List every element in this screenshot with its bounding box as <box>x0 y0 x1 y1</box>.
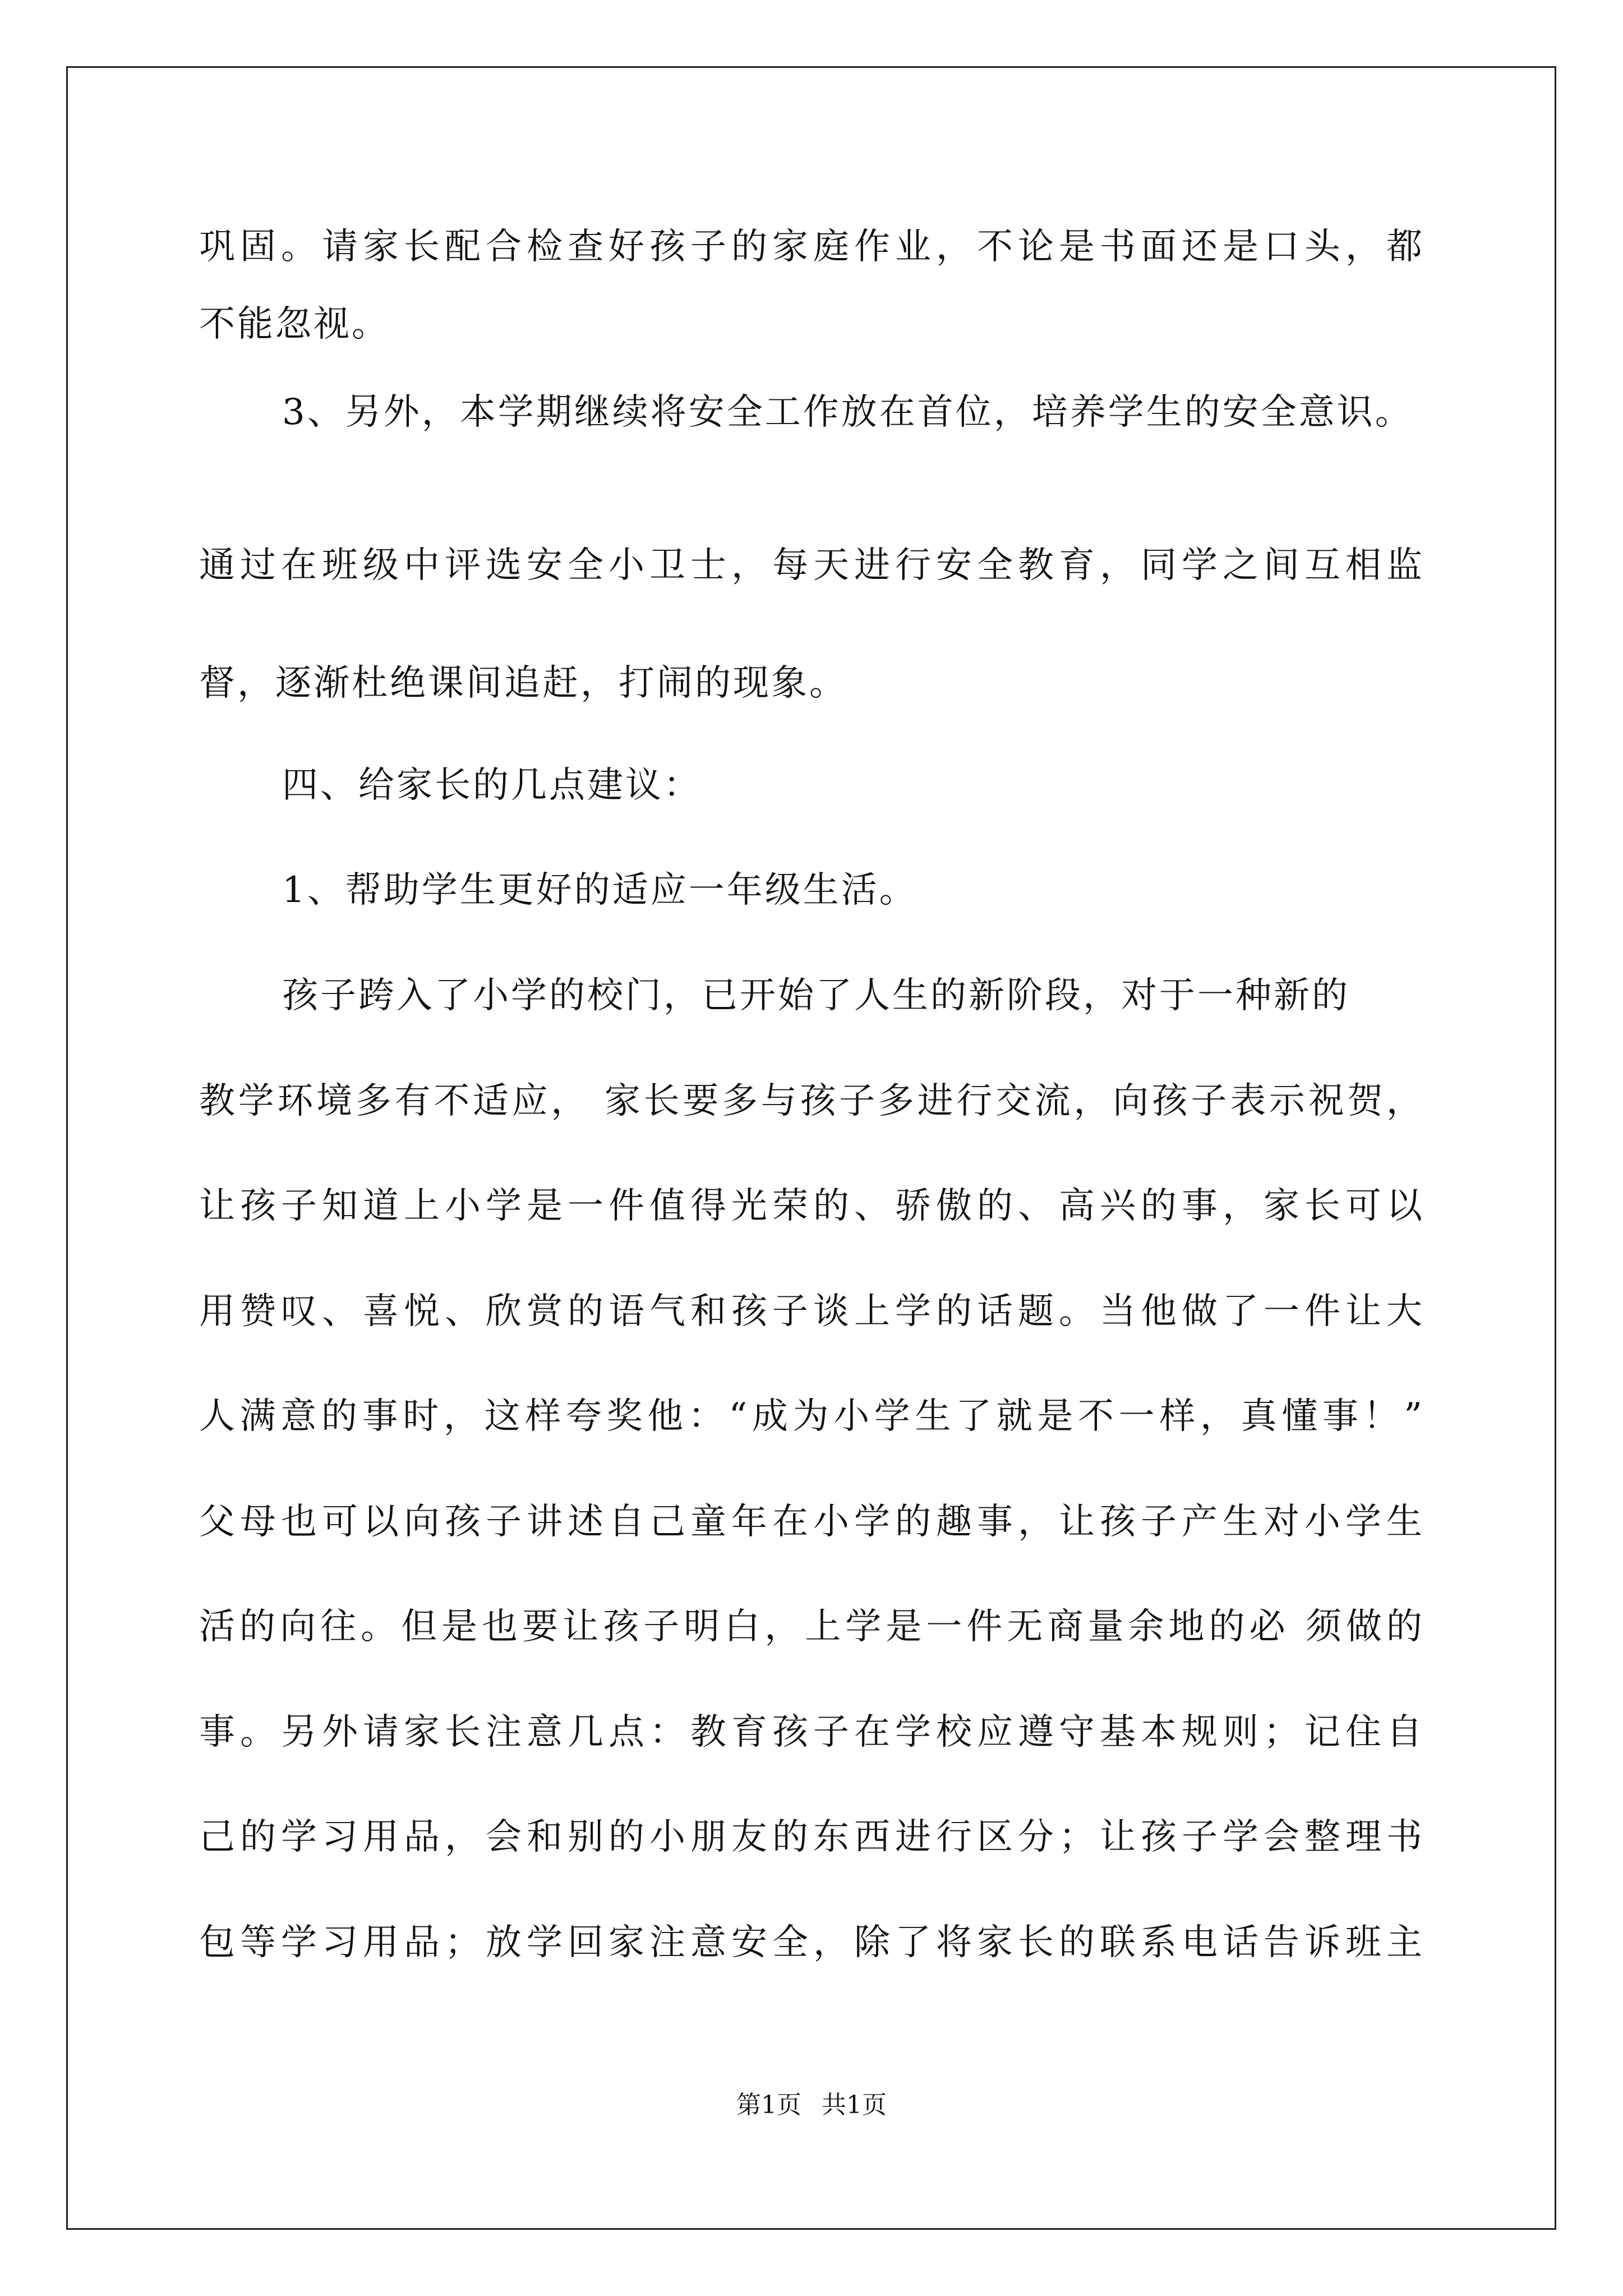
page-number: 第1页 <box>736 2091 801 2119</box>
text-line: 3、另外，本学期继续将安全工作放在首位，培养学生的安全意识。 <box>282 392 1413 433</box>
text-line: 孩子跨入了小学的校门，已开始了人生的新阶段，对于一种新的 <box>282 975 1350 1016</box>
text-line: 巩固。请家长配合检查好孩子的家庭作业，不论是书面还是口头，都 <box>199 226 1424 268</box>
page-total: 共1页 <box>822 2091 887 2119</box>
text-line: 让孩子知道上小学是一件值得光荣的、骄傲的、高兴的事，家长可以 <box>199 1185 1424 1227</box>
text-line: 通过在班级中评选安全小卫士，每天进行安全教育，同学之间互相监 <box>199 545 1424 586</box>
text-line: 父母也可以向孩子讲述自己童年在小学的趣事，让孩子产生对小学生 <box>199 1501 1424 1543</box>
text-line: 不能忽视。 <box>199 303 390 345</box>
text-line: 人满意的事时，这样夸奖他：“成为小学生了就是不一样，真懂事！” <box>199 1396 1424 1437</box>
text-line: 教学环境多有不适应， 家长要多与孩子多进行交流，向孩子表示祝贺， <box>199 1080 1424 1122</box>
text-line: 己的学习用品，会和别的小朋友的东西进行区分；让孩子学会整理书 <box>199 1816 1424 1858</box>
page-footer <box>0 2090 1623 2121</box>
text-line: 1、帮助学生更好的适应一年级生活。 <box>282 869 917 911</box>
text-line: 督，逐渐杜绝课间追赶，打闹的现象。 <box>199 662 847 704</box>
text-line: 事。另外请家长注意几点：教育孩子在学校应遵守基本规则；记住自 <box>199 1711 1424 1753</box>
text-line: 包等学习用品；放学回家注意安全，除了将家长的联系电话告诉班主 <box>199 1922 1424 1963</box>
text-line: 用赞叹、喜悦、欣赏的语气和孩子谈上学的话题。当他做了一件让大 <box>199 1291 1424 1332</box>
text-line: 活的向往。但是也要让孩子明白，上学是一件无商量余地的必 须做的 <box>199 1606 1424 1648</box>
section-heading: 四、给家长的几点建议： <box>282 765 702 806</box>
